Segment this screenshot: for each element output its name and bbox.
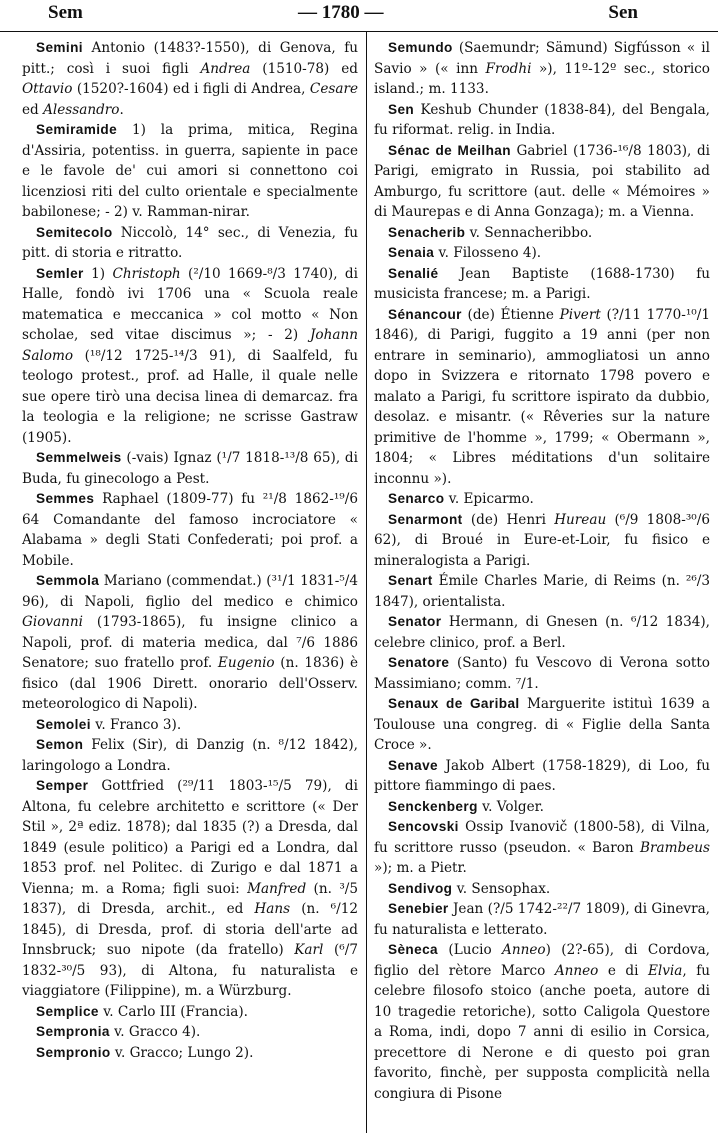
entry-text: v. Volger. (477, 798, 544, 815)
dictionary-entry (22, 1002, 358, 1023)
entry-italic-name: Karl (294, 942, 324, 958)
entry-italic-name: Ottavio (22, 81, 73, 97)
entry-headword: Semmelweis (36, 450, 122, 465)
dictionary-entry (374, 510, 710, 572)
entry-text: (n. ³/5 1837), di Dresda, archit., ed (22, 880, 359, 917)
dictionary-entry (374, 612, 710, 653)
entry-text: Raphael (1809-77) fu ²¹/8 1862-¹⁹/6 64 Comandante del famoso incrociatore « Alabama » degli Stati Confederati; poi prof. a Mobile. (22, 491, 358, 569)
entry-text: Marguerite istituì 1639 a Toulouse una congreg. di « Figlie della Santa Croce ». (374, 696, 710, 753)
column-divider (366, 32, 367, 1133)
dictionary-entry (374, 38, 710, 100)
dictionary-entry (374, 694, 710, 756)
entry-text: (Saemundr; Sämund) Sigfússon « il Savio » (« inn (374, 40, 710, 77)
dictionary-entry (374, 940, 710, 1104)
dictionary-entry (374, 817, 710, 879)
entry-text: v. Gracco; Lungo 2). (110, 1044, 254, 1061)
dictionary-entry (22, 489, 358, 571)
entry-headword: Sendivog (388, 880, 453, 896)
dictionary-entry (22, 1022, 358, 1043)
dictionary-entry (22, 571, 358, 715)
entry-headword: Senart (388, 573, 433, 588)
entry-text: v. Sensophax. (452, 880, 551, 897)
dictionary-entry (22, 1043, 358, 1064)
entry-text: Jakob Albert (1758-1829), di Loo, fu pittore fiammingo di paes. (374, 757, 710, 794)
left-column (22, 38, 358, 1063)
entry-headword: Senebier (388, 901, 449, 916)
entry-text: Gottfried (²⁹/11 1803-¹⁵/5 79), di Altona, fu celebre architetto e scrittore (« Der Stil », 2ª ediz. 1878); dal 1835 (?) a Dresda, dal 1849 (esule politico) a Parigi ed a Londra, dal 1853 prof. nel Politec. di Zurigo e dal 1871 a Vienna; m. a Roma; figli suoi: (22, 778, 358, 897)
entry-text: (-vais) Ignaz (¹/7 1818-¹³/8 65), di Buda, fu ginecologo a Pest. (22, 450, 358, 487)
dictionary-entry (374, 100, 710, 141)
entry-italic-name: Eugenio (217, 655, 275, 671)
dictionary-entry (22, 264, 358, 449)
entry-headword: Senator (388, 614, 442, 629)
entry-text: »); m. a Pietr. (374, 860, 467, 876)
entry-italic-name: Christoph (112, 265, 181, 282)
dictionary-entry (374, 653, 710, 694)
entry-text: v. Franco 3). (90, 716, 182, 733)
dictionary-entry (22, 223, 358, 264)
entry-italic-name: Andrea (200, 60, 251, 77)
dictionary-entry (374, 223, 710, 244)
entry-text: Keshub Chunder (1838-84), del Bengala, fu riformat. relig. in India. (374, 101, 710, 138)
entry-text: ) (2?-65), di Cordova, figlio del rètore Marco (374, 942, 710, 979)
entry-text: (n. 1836) è fisico (dal 1906 Dirett. onorario dell'Osserv. meteorologico di Napoli). (22, 655, 358, 712)
entry-italic-name: Giovanni (22, 614, 84, 630)
entry-headword: Senalié (388, 265, 439, 281)
entry-text: v. Filosseno 4). (434, 245, 542, 261)
entry-text: Niccolò, 14° sec., di Venezia, fu pitt. di storia e ritratto. (22, 224, 358, 261)
entry-text: . (119, 101, 124, 118)
dictionary-entry (22, 735, 358, 776)
entry-headword: Semmes (36, 491, 95, 506)
entry-text: (Lucio (438, 942, 503, 958)
entry-italic-name: Hureau (554, 511, 607, 528)
entry-text: Émile Charles Marie, di Reims (n. ²⁶/3 1847), orientalista. (374, 573, 710, 610)
entry-headword: Semper (36, 778, 89, 793)
entry-italic-name: Manfred (247, 880, 307, 897)
dictionary-entry (374, 571, 710, 612)
header-left-guide-word: Sem (48, 2, 83, 23)
right-column (374, 38, 710, 1104)
entry-headword: Sèneca (388, 942, 439, 957)
entry-headword: Semundo (388, 40, 453, 55)
entry-italic-name: Hans (254, 901, 291, 917)
entry-headword: Senaux de Garibal (388, 696, 520, 711)
entry-text: , fu celebre filosofo stoico (anche poeta, autore di 10 tragedie retoriche), sotto Caligola Questore a Roma, indi, dopo 7 anni di esilio in Corsica, precettore di Nerone e di questo poi gran favorito, finchè, per supposta complicità nella congiura di Pisone (374, 962, 710, 1102)
dictionary-entry (374, 141, 710, 223)
entry-headword: Senarco (388, 491, 445, 506)
entry-italic-name: Elvia (647, 962, 683, 979)
entry-text: Ossip Ivanovič (1800-58), di Vilna, fu scrittore russo (pseudon. « Baron (374, 819, 710, 856)
entry-text: v. Sennacheribbo. (465, 224, 593, 241)
entry-headword: Sempronia (36, 1024, 110, 1039)
entry-headword: Semitecolo (36, 224, 113, 240)
entry-italic-name: Johann Salomo (22, 327, 358, 364)
entry-text: (?/11 1770-¹⁰/1 1846), di Parigi, fuggito a 19 anni (per non entrare in seminario), ammogliatosi un anno dopo in Svizzera e ritornato 1798 povero e malato a Parigi, fu scrittore ispirato da dubbio, desolaz. e misantr. (« Rêveries sur la nature primitive de l'homme », 1799; « Obermann », 1804; « Libres méditations d'un solitaire inconnu »). (374, 306, 710, 487)
entry-text: v. Carlo III (Francia). (98, 1003, 249, 1020)
entry-headword: Semler (36, 265, 84, 281)
header-rule (0, 31, 718, 32)
entry-headword: Senaia (388, 245, 435, 260)
entry-headword: Semon (36, 737, 84, 752)
entry-italic-name: Pivert (559, 306, 601, 323)
entry-text: v. Epicarmo. (444, 491, 534, 507)
entry-headword: Senatore (388, 655, 450, 670)
entry-headword: Semini (36, 40, 83, 55)
entry-italic-name: Cesare (309, 81, 358, 97)
entry-headword: Sencovski (388, 819, 459, 834)
entry-headword: Senave (388, 757, 439, 773)
entry-text: Felix (Sir), di Danzig (n. ⁸/12 1842), laringologo a Londra. (22, 737, 358, 774)
entry-text: (²/10 1669-⁸/3 1740), di Halle, fondò ivi 1706 una « Scuola reale matematica e meccanica » col motto « Non scholae, sed vitae discimus »; - 2) (22, 265, 358, 343)
entry-text: (de) Henri (462, 511, 555, 528)
entry-headword: Sempronio (36, 1044, 111, 1060)
entry-italic-name: Anneo (502, 942, 546, 958)
entry-text: ed (22, 101, 44, 118)
entry-text: v. Gracco 4). (109, 1024, 201, 1040)
dictionary-entry (374, 305, 710, 490)
dictionary-entry (22, 38, 358, 120)
entry-headword: Sénac de Meilhan (388, 142, 511, 158)
page-number: — 1780 — (298, 2, 384, 23)
entry-italic-name: Anneo (554, 962, 599, 979)
entry-text: (1793-1865), fu insigne clinico a Napoli, prof. di materia medica, dal ⁷/6 1886 Senatore; suo fratello prof. (22, 614, 358, 671)
entry-text: (¹⁸/12 1725-¹⁴/3 91), di Saalfeld, fu teologo protest., prof. ad Halle, il quale nelle sue opere tirò una decisa linea di demarcaz. fra la teologia e la religione; ne scrisse Gastraw (1905). (22, 347, 358, 446)
entry-text: 1) la prima, mitica, Regina d'Assiria, potentiss. in guerra, sapiente in pace e le favole de' cui amori si connettono coi licenziosi riti del culto orientale e specialmente babilonese; - 2) v. Ramman-nirar. (22, 122, 358, 220)
header-right-guide-word: Sen (608, 2, 638, 23)
entry-text: (1510-78) ed (250, 60, 358, 77)
entry-text: Antonio (1483?-1550), di Genova, fu pitt.; così i suoi figli (22, 40, 358, 77)
entry-headword: Semmola (36, 573, 100, 588)
entry-text: Jean (?/5 1742-²²/7 1809), di Ginevra, fu naturalista e letterato. (374, 901, 710, 938)
entry-headword: Senarmont (388, 511, 463, 527)
entry-text: »), 11º-12º sec., storico island.; m. 1133. (374, 60, 710, 97)
entry-text: 1) (83, 265, 113, 282)
page-header (0, 0, 718, 28)
entry-italic-name: Brambeus (640, 839, 710, 856)
entry-headword: Semiramide (36, 122, 118, 137)
entry-text: Mariano (commendat.) (³¹/1 1831-⁵/4 96), di Napoli, figlio del medico e chimico (22, 573, 358, 610)
dictionary-entry (374, 264, 710, 305)
dictionary-entry (374, 797, 710, 818)
entry-headword: Senckenberg (388, 798, 478, 814)
entry-italic-name: Frodhi (485, 60, 532, 77)
entry-italic-name: Alessandro (43, 101, 120, 118)
dictionary-entry (22, 776, 358, 1002)
entry-text: Hermann, di Gnesen (n. ⁶/12 1834), celebre clinico, prof. a Berl. (374, 614, 710, 651)
entry-text: e di (598, 962, 648, 979)
entry-text: (⁶/7 1832-³⁰/5 93), di Altona, fu naturalista e viaggiatore (Filippine), m. a Würzburg. (22, 942, 358, 999)
dictionary-entry (374, 489, 710, 510)
entry-headword: Sen (388, 101, 415, 117)
dictionary-entry (374, 899, 710, 940)
dictionary-entry (374, 879, 710, 900)
entry-headword: Senacherib (388, 224, 466, 240)
dictionary-entry (374, 243, 710, 264)
dictionary-entry (22, 120, 358, 223)
dictionary-entry (22, 448, 358, 489)
entry-text: (1520?-1604) ed i figli di Andrea, (72, 81, 310, 97)
entry-text: (Santo) fu Vescovo di Verona sotto Massimiano; comm. ⁷/1. (374, 655, 710, 692)
entry-text: (⁶/9 1808-³⁰/6 62), di Broué in Eure-et-Loir, fu fisico e mineralogista a Parigi. (374, 511, 710, 569)
entry-text: (de) Étienne (461, 306, 560, 323)
dictionary-entry (22, 715, 358, 736)
entry-text: Jean Baptiste (1688-1730) fu musicista francese; m. a Parigi. (374, 265, 710, 302)
entry-text: (n. ⁶/12 1845), di Dresda, prof. di storia dell'arte ad Innsbruck; suo nipote (da fratello) (22, 901, 359, 958)
dictionary-entry (374, 756, 710, 797)
entry-headword: Semolei (36, 716, 91, 732)
entry-headword: Semplice (36, 1003, 99, 1019)
entry-text: Gabriel (1736-¹⁶/8 1803), di Parigi, emigrato in Russia, poi stabilito ad Amburgo, fu scrittore (aut. delle « Mémoires » di Maurepas e di Anna Gonzaga); m. a Vienna. (374, 142, 710, 220)
entry-headword: Sénancour (388, 306, 462, 322)
